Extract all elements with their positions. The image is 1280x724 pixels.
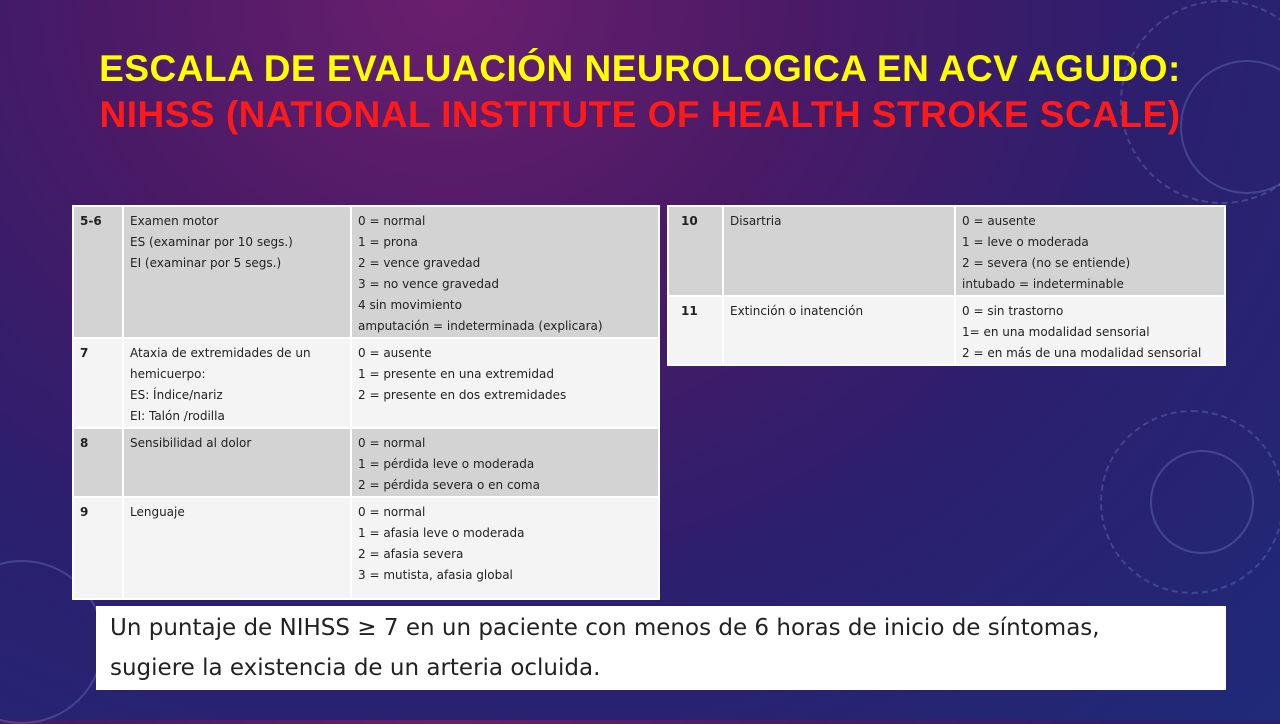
score-line: 0 = sin trastorno bbox=[962, 304, 1064, 318]
item-name-line: ES (examinar por 10 segs.) bbox=[130, 235, 293, 249]
table-row bbox=[73, 338, 659, 428]
item-name-line: Ataxia de extremidades de un bbox=[130, 346, 311, 360]
item-name-line: Lenguaje bbox=[130, 505, 185, 519]
item-number: 11 bbox=[668, 296, 723, 365]
title-red-part: NIHSS (NATIONAL INSTITUTE OF HEALTH STROKE SCALE) bbox=[99, 94, 1181, 135]
table-row bbox=[73, 206, 659, 338]
decorative-circle bbox=[1100, 410, 1280, 594]
score-line: 3 = no vence gravedad bbox=[358, 277, 499, 291]
score-line: 2 = presente en dos extremidades bbox=[358, 388, 567, 402]
item-name bbox=[123, 338, 351, 428]
item-scores bbox=[955, 206, 1225, 296]
item-number: 9 bbox=[73, 497, 123, 599]
score-line: 0 = normal bbox=[358, 214, 426, 228]
item-number: 5-6 bbox=[73, 206, 123, 338]
score-line: intubado = indeterminable bbox=[962, 277, 1124, 291]
nihss-note-box bbox=[96, 606, 1226, 690]
note-line: Un puntaje de NIHSS ≥ 7 en un paciente con menos de 6 horas de inicio de síntomas, bbox=[110, 615, 1100, 641]
item-name-line: Examen motor bbox=[130, 214, 219, 228]
score-line: 2 = pérdida severa o en coma bbox=[358, 478, 540, 492]
item-name bbox=[723, 296, 955, 365]
score-line: 0 = ausente bbox=[358, 346, 432, 360]
score-line: 1= en una modalidad sensorial bbox=[962, 325, 1150, 339]
item-scores bbox=[351, 338, 659, 428]
table-row bbox=[73, 428, 659, 497]
score-line: 1 = pérdida leve o moderada bbox=[358, 457, 535, 471]
item-number: 8 bbox=[73, 428, 123, 497]
score-line: 1 = leve o moderada bbox=[962, 235, 1089, 249]
item-name bbox=[123, 206, 351, 338]
table-row bbox=[668, 296, 1225, 365]
nihss-table-right bbox=[667, 205, 1226, 366]
item-scores bbox=[351, 428, 659, 497]
score-line: 0 = ausente bbox=[962, 214, 1036, 228]
item-name-line: Disartria bbox=[730, 214, 782, 228]
score-line: 0 = normal bbox=[358, 505, 426, 519]
score-line: 2 = vence gravedad bbox=[358, 256, 481, 270]
note-line: sugiere la existencia de un arteria ocluida. bbox=[110, 655, 601, 681]
score-line: 2 = en más de una modalidad sensorial bbox=[962, 346, 1202, 360]
table-row bbox=[668, 206, 1225, 296]
score-line: 0 = normal bbox=[358, 436, 426, 450]
item-name bbox=[123, 428, 351, 497]
item-name bbox=[723, 206, 955, 296]
score-line: 2 = severa (no se entiende) bbox=[962, 256, 1131, 270]
nihss-table-left bbox=[72, 205, 660, 600]
item-scores bbox=[955, 296, 1225, 365]
item-name-line: EI: Talón /rodilla bbox=[130, 409, 225, 423]
item-name-line: Extinción o inatención bbox=[730, 304, 864, 318]
item-number: 7 bbox=[73, 338, 123, 428]
item-number: 10 bbox=[668, 206, 723, 296]
score-line: 2 = afasia severa bbox=[358, 547, 464, 561]
item-name-line: Sensibilidad al dolor bbox=[130, 436, 252, 450]
score-line: 3 = mutista, afasia global bbox=[358, 568, 513, 582]
item-scores bbox=[351, 497, 659, 599]
item-scores bbox=[351, 206, 659, 338]
slide-title bbox=[80, 46, 1200, 138]
score-line: 1 = presente en una extremidad bbox=[358, 367, 554, 381]
title-yellow-part: ESCALA DE EVALUACIÓN NEUROLOGICA EN ACV AGUDO: bbox=[99, 48, 1181, 89]
item-name-line: ES: Índice/nariz bbox=[130, 388, 223, 402]
score-line: 4 sin movimiento bbox=[358, 298, 462, 312]
score-line: 1 = prona bbox=[358, 235, 418, 249]
item-name-line: EI (examinar por 5 segs.) bbox=[130, 256, 282, 270]
item-name bbox=[123, 497, 351, 599]
score-line: 1 = afasia leve o moderada bbox=[358, 526, 525, 540]
item-name-line: hemicuerpo: bbox=[130, 367, 206, 381]
score-line: amputación = indeterminada (explicara) bbox=[358, 319, 603, 333]
table-row bbox=[73, 497, 659, 599]
